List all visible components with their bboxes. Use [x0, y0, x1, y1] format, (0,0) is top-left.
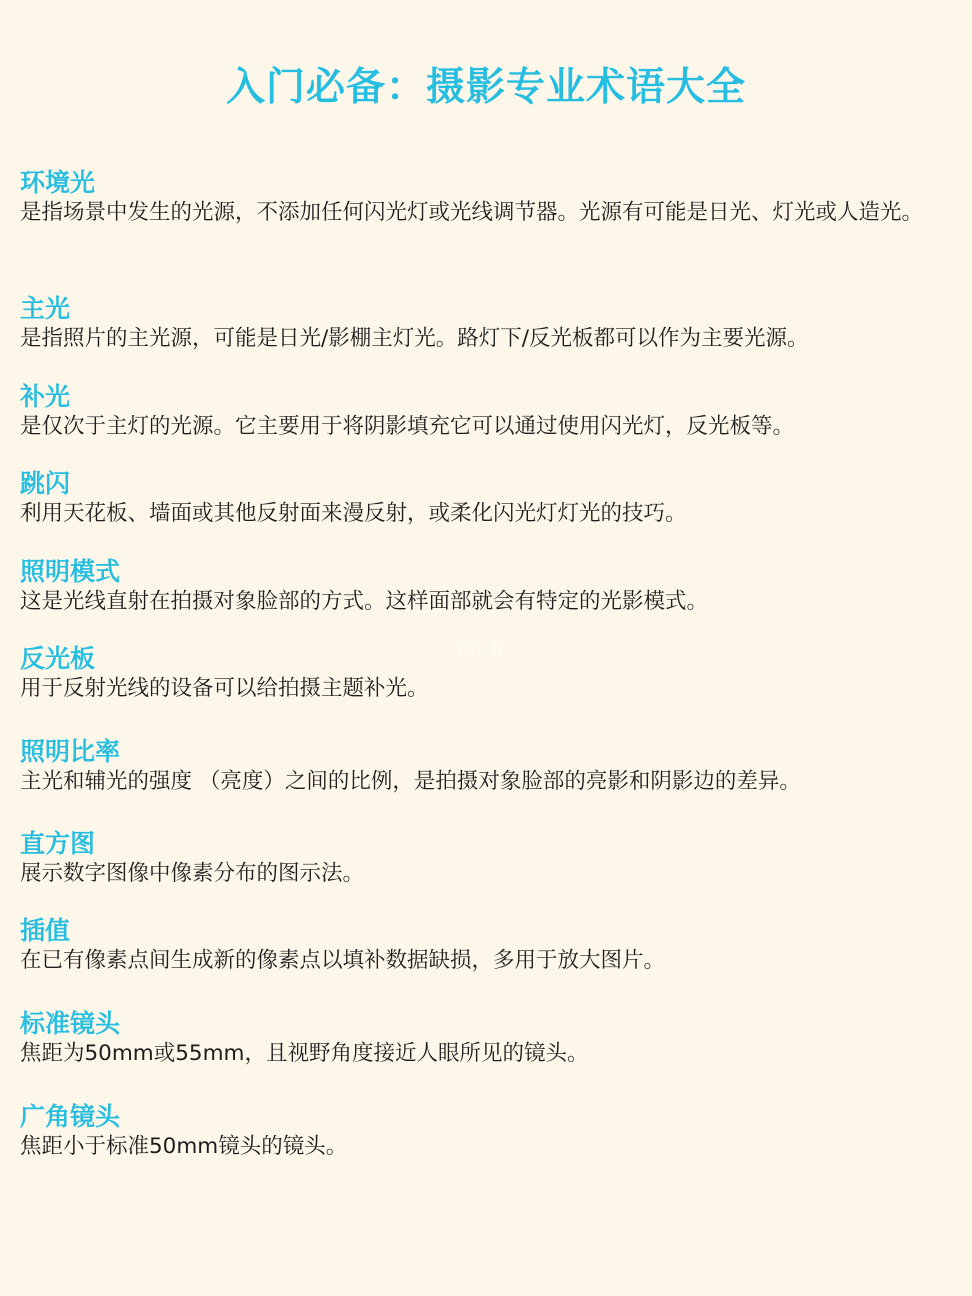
term-name: 补光: [20, 382, 71, 411]
term-description: 主光和辅光的强度 （亮度）之间的比例，是拍摄对象脸部的亮影和阴影边的差异。: [20, 769, 801, 794]
term-description: 展示数字图像中像素分布的图示法。: [20, 861, 365, 886]
term-name: 环境光: [20, 168, 96, 197]
term-entry: [20, 469, 955, 528]
term-entry: [20, 737, 955, 796]
term-description: 焦距为50mm或55mm，且视野角度接近人眼所见的镜头。: [20, 1041, 589, 1066]
term-description: 这是光线直射在拍摄对象脸部的方式。这样面部就会有特定的光影模式。: [20, 589, 709, 614]
term-name: 广角镜头: [20, 1102, 121, 1131]
term-entry: [20, 916, 955, 975]
term-description: 是指场景中发生的光源，不添加任何闪光灯或光线调节器。光源有可能是日光、灯光或人造光。: [20, 200, 924, 225]
term-description: 焦距小于标准50mm镜头的镜头。: [20, 1134, 348, 1159]
term-name: 照明比率: [20, 737, 121, 766]
term-entry: [20, 557, 955, 616]
term-entry: [20, 1009, 955, 1068]
term-description: 是指照片的主光源，可能是日光/影棚主灯光。路灯下/反光板都可以作为主要光源。: [20, 326, 809, 351]
watermark: 小红书: [450, 640, 504, 661]
term-name: 直方图: [20, 829, 96, 858]
term-entry: [20, 168, 955, 227]
page-title: 入门必备：摄影专业术语大全: [225, 65, 746, 110]
term-name: 跳闪: [20, 469, 71, 498]
term-entry: [20, 1102, 955, 1161]
term-description: 用于反射光线的设备可以给拍摄主题补光。: [20, 676, 429, 701]
term-name: 主光: [20, 294, 71, 323]
term-name: 照明模式: [20, 557, 121, 586]
term-name: 反光板: [20, 644, 96, 673]
term-name: 插值: [20, 916, 71, 945]
term-entry: [20, 382, 955, 441]
term-entry: [20, 829, 955, 888]
term-name: 标准镜头: [20, 1009, 121, 1038]
term-description: 在已有像素点间生成新的像素点以填补数据缺损，多用于放大图片。: [20, 948, 666, 973]
term-description: 利用天花板、墙面或其他反射面来漫反射，或柔化闪光灯灯光的技巧。: [20, 501, 687, 526]
term-description: 是仅次于主灯的光源。它主要用于将阴影填充它可以通过使用闪光灯，反光板等。: [20, 414, 795, 439]
term-entry: [20, 294, 955, 353]
